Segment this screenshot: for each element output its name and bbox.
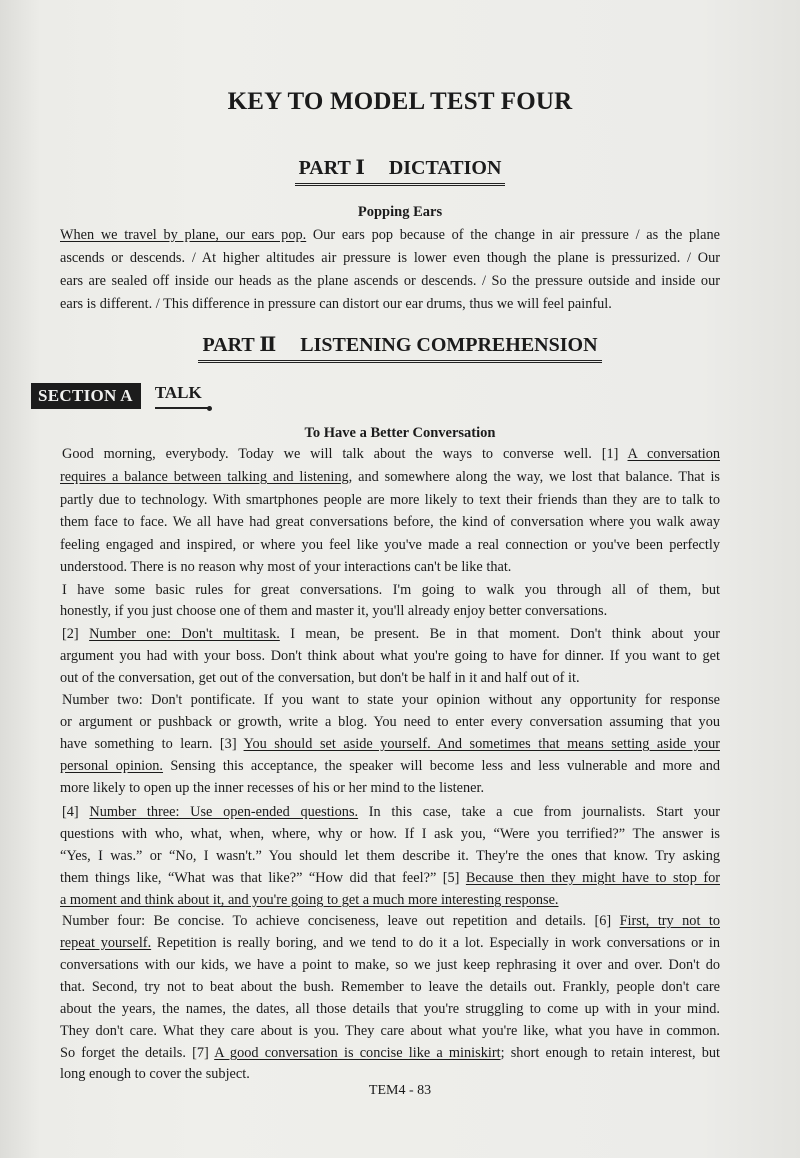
text-span: ears are sealed off inside our heads as the plane ascends or descends. / So the pressure outside and inside our bbox=[60, 273, 720, 289]
part-1-label: PART Ⅰ bbox=[298, 157, 365, 179]
part2-text-line bbox=[62, 690, 720, 710]
text-span: that. Second, try not to beat about the bush. Remember to leave the details out. Frankly, people don't care bbox=[60, 979, 720, 995]
part2-text-line bbox=[60, 601, 720, 621]
part2-text-line bbox=[60, 646, 720, 666]
part2-text-line bbox=[62, 802, 720, 822]
part2-text-line bbox=[60, 557, 720, 577]
text-span: [2] bbox=[62, 626, 90, 642]
part2-text-line bbox=[60, 890, 720, 910]
underlined-answer: a moment and think about it, and you're going to get a much more interesting response. bbox=[60, 892, 559, 908]
text-span: Repetition is really boring, and we tend to do it a lot. Especially in work conversations or in bbox=[151, 935, 720, 951]
page-title: KEY TO MODEL TEST FOUR bbox=[227, 88, 573, 115]
part1-text-line bbox=[60, 225, 720, 245]
text-span: [4] bbox=[62, 804, 90, 820]
part2-text-line bbox=[60, 535, 720, 555]
part2-text-line bbox=[60, 734, 720, 754]
text-span: more likely to open up the inner recesses of his or her mind to the listener. bbox=[60, 780, 485, 796]
text-span: In this case, take a cue from journalists. Start your bbox=[358, 804, 720, 820]
part-2-subtitle: To Have a Better Conversation bbox=[304, 425, 496, 441]
underlined-answer: First, try not to bbox=[619, 913, 720, 929]
text-span: or argument or pushback or growth, write a blog. You need to enter every conversation assuming that you bbox=[60, 714, 720, 730]
page-footer: TEM4 - 83 bbox=[368, 1083, 432, 1098]
part-2-label: PART Ⅱ bbox=[202, 334, 277, 356]
part2-text-line bbox=[62, 580, 720, 600]
text-span: understood. There is no reason why most of your interactions can't be like that. bbox=[60, 559, 512, 575]
underlined-answer: A conversation bbox=[627, 446, 720, 462]
part2-text-line bbox=[60, 1043, 720, 1063]
text-span: ; short enough to retain interest, but bbox=[500, 1045, 720, 1061]
part-2-name: LISTENING COMPREHENSION bbox=[300, 334, 598, 356]
text-span: argument you had with your boss. Don't think about what you're going to have for dinner. If you want to get bbox=[60, 648, 720, 664]
part2-text-line bbox=[62, 444, 720, 464]
text-span: So forget the details. [7] bbox=[60, 1045, 215, 1061]
part2-text-line bbox=[60, 955, 720, 975]
text-span: out of the conversation, get out of the conversation, but don't be half in it and half out of it. bbox=[60, 670, 580, 686]
text-span: “Yes, I was.” or “No, I wasn't.” You should let them describe it. They're the ones that know. Try asking bbox=[60, 848, 720, 864]
underlined-answer: repeat yourself. bbox=[60, 935, 152, 951]
part2-text-line bbox=[60, 712, 720, 732]
text-span: Our ears pop because of the change in air pressure / as the plane bbox=[306, 227, 720, 243]
part2-text-line bbox=[62, 624, 720, 644]
part2-text-line bbox=[60, 1021, 720, 1041]
part-1-name: DICTATION bbox=[388, 157, 502, 179]
underlined-answer: personal opinion. bbox=[60, 758, 164, 774]
text-span: I have some basic rules for great conversations. I'm going to walk you through all of them, but bbox=[62, 582, 720, 598]
text-span: , and somewhere along the way, we lost that balance. That is bbox=[348, 469, 720, 485]
underlined-answer: Because then they might have to stop for bbox=[465, 870, 720, 886]
part-1-subtitle: Popping Ears bbox=[357, 204, 443, 220]
text-span: honestly, if you just choose one of them and master it, you'll already enjoy better conversations. bbox=[60, 603, 608, 619]
underlined-answer: A good conversation is concise like a miniskirt bbox=[214, 1045, 501, 1061]
part2-text-line bbox=[60, 824, 720, 844]
part1-text-line bbox=[60, 294, 720, 314]
text-span: Number two: Don't pontificate. If you want to state your opinion without any opportunity for response bbox=[62, 692, 720, 708]
part2-text-line bbox=[62, 911, 720, 931]
text-span: have something to learn. [3] bbox=[60, 736, 244, 752]
part2-text-line bbox=[60, 1064, 720, 1084]
part-2-heading bbox=[0, 332, 800, 363]
part2-text-line bbox=[60, 999, 720, 1019]
part-1-heading bbox=[0, 155, 800, 186]
part2-text-line bbox=[60, 490, 720, 510]
text-span: They don't care. What they care about is you. They care about what you're like, what you have in common. bbox=[60, 1023, 720, 1039]
underlined-answer: You should set aside yourself. And sometimes that means setting aside your bbox=[243, 736, 720, 752]
text-span: feeling engaged and inspired, or where you feel like you've made a real connection or you've been perfectly bbox=[60, 537, 720, 553]
underlined-answer: When we travel by plane, our ears pop. bbox=[60, 227, 307, 243]
text-span: conversations with our kids, we have a point to make, so we just keep rephrasing it over and over. Don't do bbox=[60, 957, 720, 973]
text-span: long enough to cover the subject. bbox=[60, 1066, 250, 1082]
part1-text-line bbox=[60, 248, 720, 268]
section-badge: SECTION A bbox=[31, 383, 141, 409]
part2-text-line bbox=[60, 933, 720, 953]
part2-text-line bbox=[60, 778, 720, 798]
text-span: about the years, the names, the dates, all those details that you're struggling to come up with in your mind. bbox=[60, 1001, 720, 1017]
text-span: them things like, “What was that like?” “How did that feel?” [5] bbox=[60, 870, 466, 886]
part2-text-line bbox=[60, 668, 720, 688]
text-span: Sensing this acceptance, the speaker will become less and less vulnerable and more and bbox=[163, 758, 720, 774]
underlined-answer: requires a balance between talking and listening bbox=[60, 469, 349, 485]
text-span: Number four: Be concise. To achieve conciseness, leave out repetition and details. [6] bbox=[62, 913, 620, 929]
underlined-answer: Number one: Don't multitask. bbox=[89, 626, 280, 642]
text-span: ascends or descends. / At higher altitudes air pressure is lower even though the plane is pressurized. / Our bbox=[60, 250, 720, 266]
part2-text-line bbox=[60, 756, 720, 776]
text-span: questions with who, what, when, where, why or how. If I ask you, “Were you terrified?” The answer is bbox=[60, 826, 720, 842]
part1-text-line bbox=[60, 271, 720, 291]
text-span: Good morning, everybody. Today we will talk about the ways to converse well. [1] bbox=[62, 446, 628, 462]
text-span: them face to face. We all have had great conversations before, the kind of conversation where you walk away bbox=[60, 514, 720, 530]
section-name: TALK bbox=[155, 383, 208, 409]
part2-text-line bbox=[60, 868, 720, 888]
part2-text-line bbox=[60, 467, 720, 487]
part2-text-line bbox=[60, 512, 720, 532]
part2-text-line bbox=[60, 846, 720, 866]
underlined-answer: Number three: Use open-ended questions. bbox=[89, 804, 359, 820]
section-a-heading bbox=[31, 383, 208, 409]
text-span: I mean, be present. Be in that moment. Don't think about your bbox=[279, 626, 720, 642]
part2-text-line bbox=[60, 977, 720, 997]
text-span: partly due to technology. With smartphones people are more likely to text their friends than they are to talk to bbox=[60, 492, 720, 508]
text-span: ears is different. / This difference in pressure can distort our ear drums, thus we will feel painful. bbox=[60, 296, 612, 312]
